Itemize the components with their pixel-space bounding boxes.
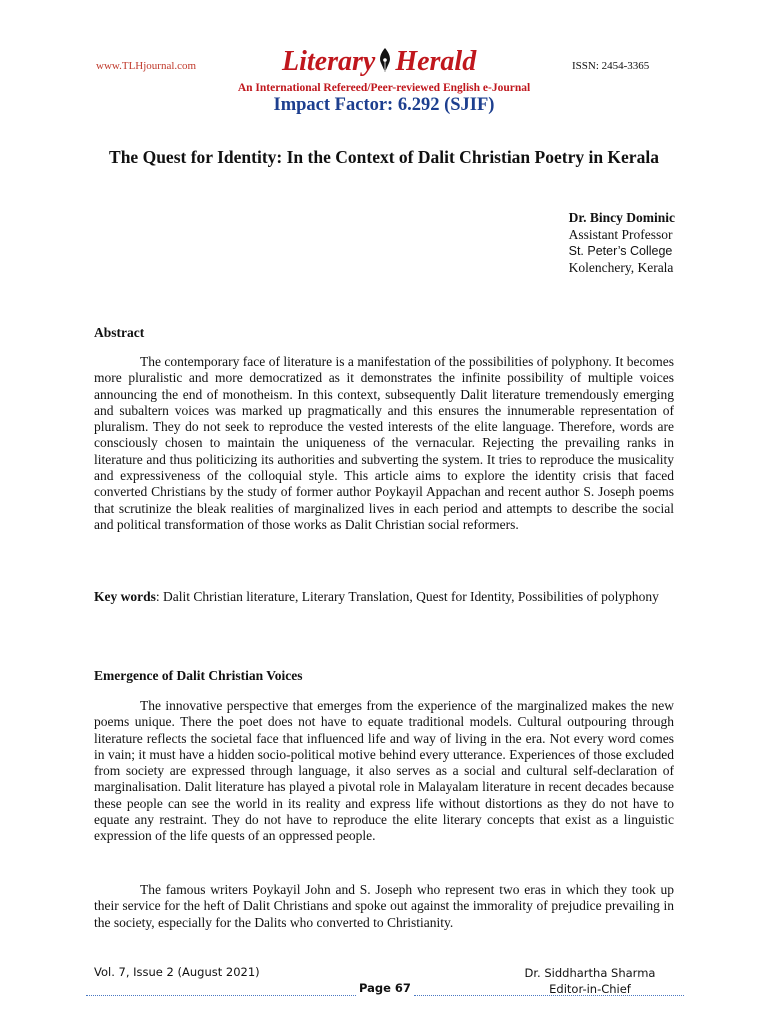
logo-word-literary: Literary (282, 46, 376, 77)
journal-subtitle: An International Refereed/Peer-reviewed English e-Journal (237, 82, 531, 94)
editor-title: Editor-in-Chief (549, 982, 631, 996)
logo-word-herald: Herald (395, 46, 477, 77)
keywords-label: Key words (94, 589, 156, 604)
journal-logo (282, 46, 502, 80)
footer-editor (505, 965, 675, 997)
footer-divider-left (86, 995, 356, 996)
footer-divider-right (414, 995, 684, 996)
issn-number: ISSN: 2454-3365 (572, 60, 650, 72)
author-position: Assistant Professor (568, 226, 673, 242)
abstract-paragraph: The contemporary face of literature is a manifestation of the possibilities of polyphony. It becomes more pluralistic and more democratized as it demonstrates the infinite possibility of multiple voices announcing the end of monotheism. In this context, subsequently Dalit literature tremendously emerging and subaltern voices was marked up pragmatically and this ensures the innumerable representation of pluralism. They do not seek to reproduce the vested interests of the elite language. Therefore, words are consciously chosen to maintain the uniqueness of the vernacular. Rejecting the prevailing ranks in literature and thus politicizing its authorities and subverting the system. It tries to reproduce the musicality and expressiveness of the colloquial style. This article aims to explore the identity crisis that faced converted Christians by the study of former author Poykayil Appachan and recent author S. Joseph poems that scrutinize the bleak realities of marginalized lives in each period and attempts to describe the social and political transformation of those works as Dalit Christian social reformers. (94, 354, 674, 532)
editor-name: Dr. Siddhartha Sharma (524, 966, 656, 980)
page-number: Page 67 (359, 981, 411, 995)
article-title: The Quest for Identity: In the Context of Dalit Christian Poetry in Kerala (109, 147, 659, 167)
journal-website: www.TLHjournal.com (96, 60, 197, 72)
author-location: Kolenchery, Kerala (568, 259, 674, 275)
section-heading: Emergence of Dalit Christian Voices (94, 668, 303, 683)
abstract-heading: Abstract (94, 325, 145, 340)
author-college: St. Peter’s College (568, 244, 673, 258)
author-name: Dr. Bincy Dominic (568, 210, 675, 225)
section-paragraph-2: The famous writers Poykayil John and S. Joseph who represent two eras in which they took up their service for the heft of Dalit Christians and spoke out against the immorality of prejudice prevailing in the society, especially for the Dalits who converted to Christianity. (94, 882, 674, 930)
author-block (569, 210, 675, 276)
fountain-pen-icon (377, 47, 393, 81)
impact-factor: Impact Factor: 6.292 (SJIF) (273, 95, 495, 115)
footer-volume: Vol. 7, Issue 2 (August 2021) (94, 965, 260, 979)
keywords-paragraph (94, 589, 674, 605)
keywords-text: : Dalit Christian literature, Literary Translation, Quest for Identity, Possibilities of polyphony (155, 589, 659, 604)
section-paragraph-1: The innovative perspective that emerges from the experience of the marginalized makes the new poems unique. There the poet does not have to equate traditional models. Cultural outpouring through literature reflects the societal face that influenced life and way of living in the era. Not every word comes in vain; it must have a hidden socio-political motive behind every utterance. Experiences of those excluded from society are expressed through language, it also serves as a social and cultural self-declaration of marginalisation. Dalit literature has played a pivotal role in Malayalam literature in recent decades because these people can see the world in its reality and express life without distortions as they do not have to equate any restraint. They do not have to reproduce the elite literary concepts that exist as a linguistic expression of the life quests of an oppressed people. (94, 698, 674, 844)
